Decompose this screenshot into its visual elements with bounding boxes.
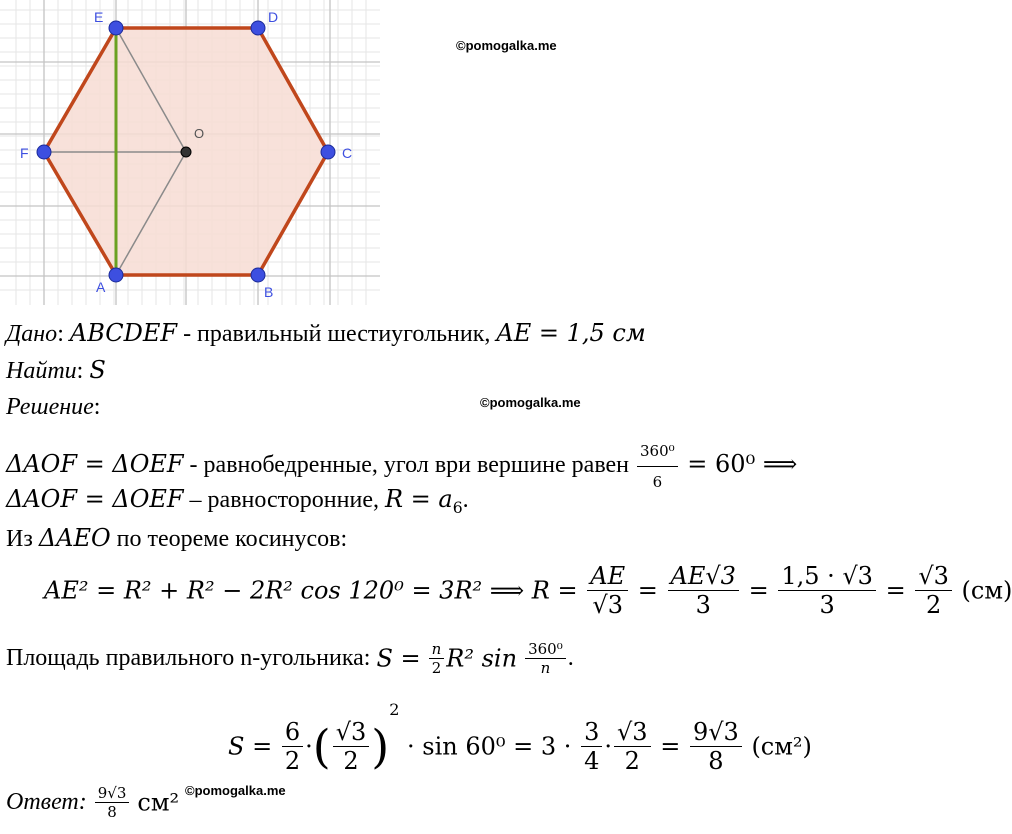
find-value: S [89, 356, 106, 384]
label-c: C [342, 145, 353, 161]
point-c [321, 145, 335, 159]
step3-text: Из [6, 526, 39, 552]
calc-frac-3-4: $\frac{3}{4}$ [581, 718, 602, 775]
calc-frac-sqrt3-2b: $\frac{√3}{2}$ [614, 718, 651, 775]
solution-label: Решение [6, 394, 94, 420]
step1-fraction: $\frac{\text{360⁰}}{6}$ [637, 436, 678, 497]
label-a: A [96, 279, 106, 295]
watermark-middle: ©pomogalka.me [480, 395, 581, 410]
cosine-formula: AE² = R² + R² − 2R² cos 120⁰ = 3R² ⟹ R = $\frac{AE}{√3}$ = $\frac{AE√3}{3}$ = $\frac{1,5 \cdot √3}{3}$ = $\frac{√3}{2}$ (см) [44, 562, 1012, 619]
calc-frac-6-2: $\frac{6}{2}$ [282, 718, 303, 775]
step2-sub: 6 [452, 498, 463, 517]
point-a [109, 268, 123, 282]
point-f [37, 145, 51, 159]
step2-relation: R = a [384, 485, 453, 513]
area-computation: S = $\frac{6}{2}$ ·( $\frac{√3}{2}$ )$^2$ · sin 60⁰ = 3 · $\frac{3}{4}$ · $\frac{√3}{2}$ = $\frac{9√3}{8}$ (см²) [228, 700, 812, 775]
step3-line [6, 523, 347, 554]
area-s: S = [376, 644, 421, 673]
watermark-bottom: ©pomogalka.me [185, 783, 286, 798]
given-label: Дано [6, 321, 58, 347]
step1-text: - равнобедренные, угол ври вершине равен [183, 452, 636, 479]
watermark-top: ©pomogalka.me [456, 38, 557, 53]
calc-frac-sqrt3-2: $\frac{√3}{2}$ [333, 718, 370, 775]
cosine-unit: (см) [961, 576, 1012, 605]
area-angle-frac: $\frac{\text{360⁰}}{n}$ [525, 640, 566, 677]
given-line: Дано: ABCDEF - правильный шестиугольник, AE = 1,5 см [6, 319, 646, 347]
calc-s: S = [228, 732, 273, 761]
step2-end: . [462, 487, 469, 513]
step2-line [6, 484, 469, 523]
given-ae: AE = 1,5 см [496, 319, 646, 347]
calc-unit: (см²) [751, 732, 812, 761]
cosine-frac-3: $\frac{1,5 \cdot √3}{3}$ [778, 562, 876, 619]
calc-mid: · sin 60⁰ = 3 · [407, 732, 572, 761]
area-text: Площадь правильного n-угольника: [6, 645, 377, 671]
calc-result-frac: $\frac{9√3}{8}$ [690, 718, 742, 775]
cosine-lhs: AE² = R² + R² − 2R² cos 120⁰ = 3R² ⟹ R = [44, 576, 578, 605]
step3-triangle: ΔAEO [38, 524, 111, 552]
point-o [181, 147, 191, 157]
find-line: Найти: S [6, 356, 106, 384]
point-b [251, 268, 265, 282]
step2-text: – равносторонние, [183, 487, 385, 513]
answer-label: Ответ: [6, 789, 87, 815]
label-f: F [20, 145, 29, 161]
label-b: B [264, 284, 274, 300]
cosine-frac-1: $\frac{AE}{√3}$ [587, 562, 628, 619]
area-r-sin: R² sin [446, 644, 518, 673]
label-o: O [194, 126, 205, 141]
step1-result: = 60⁰ ⟹ [679, 450, 798, 479]
point-d [251, 21, 265, 35]
hexagon-figure [0, 0, 390, 310]
given-hexagon: ABCDEF [69, 319, 178, 347]
find-label: Найти [6, 358, 77, 384]
area-n-over-2: $\frac{n}{2}$ [429, 640, 445, 677]
label-d: D [268, 9, 279, 25]
solution-line: Решение: [6, 394, 101, 420]
step1-triangles: ΔAOF = ΔOEF [6, 450, 184, 479]
answer-line [6, 784, 179, 821]
cosine-frac-4: $\frac{√3}{2}$ [915, 562, 952, 619]
cosine-frac-2: $\frac{AE√3}{3}$ [668, 562, 739, 619]
area-formula-line: Площадь правильного n-угольника: S = $\frac{n}{2}$ R² sin $\frac{\text{360⁰}}{n}$ . [6, 640, 574, 677]
step2-triangles: ΔAOF = ΔOEF [6, 485, 184, 513]
answer-fraction: $\frac{9√3}{8}$ [95, 784, 130, 821]
given-text: - правильный шестиугольник, [177, 321, 497, 347]
step3-rest: по теореме косинусов: [110, 526, 348, 552]
point-e [109, 21, 123, 35]
answer-unit: см² [137, 788, 180, 817]
label-e: E [94, 9, 104, 25]
